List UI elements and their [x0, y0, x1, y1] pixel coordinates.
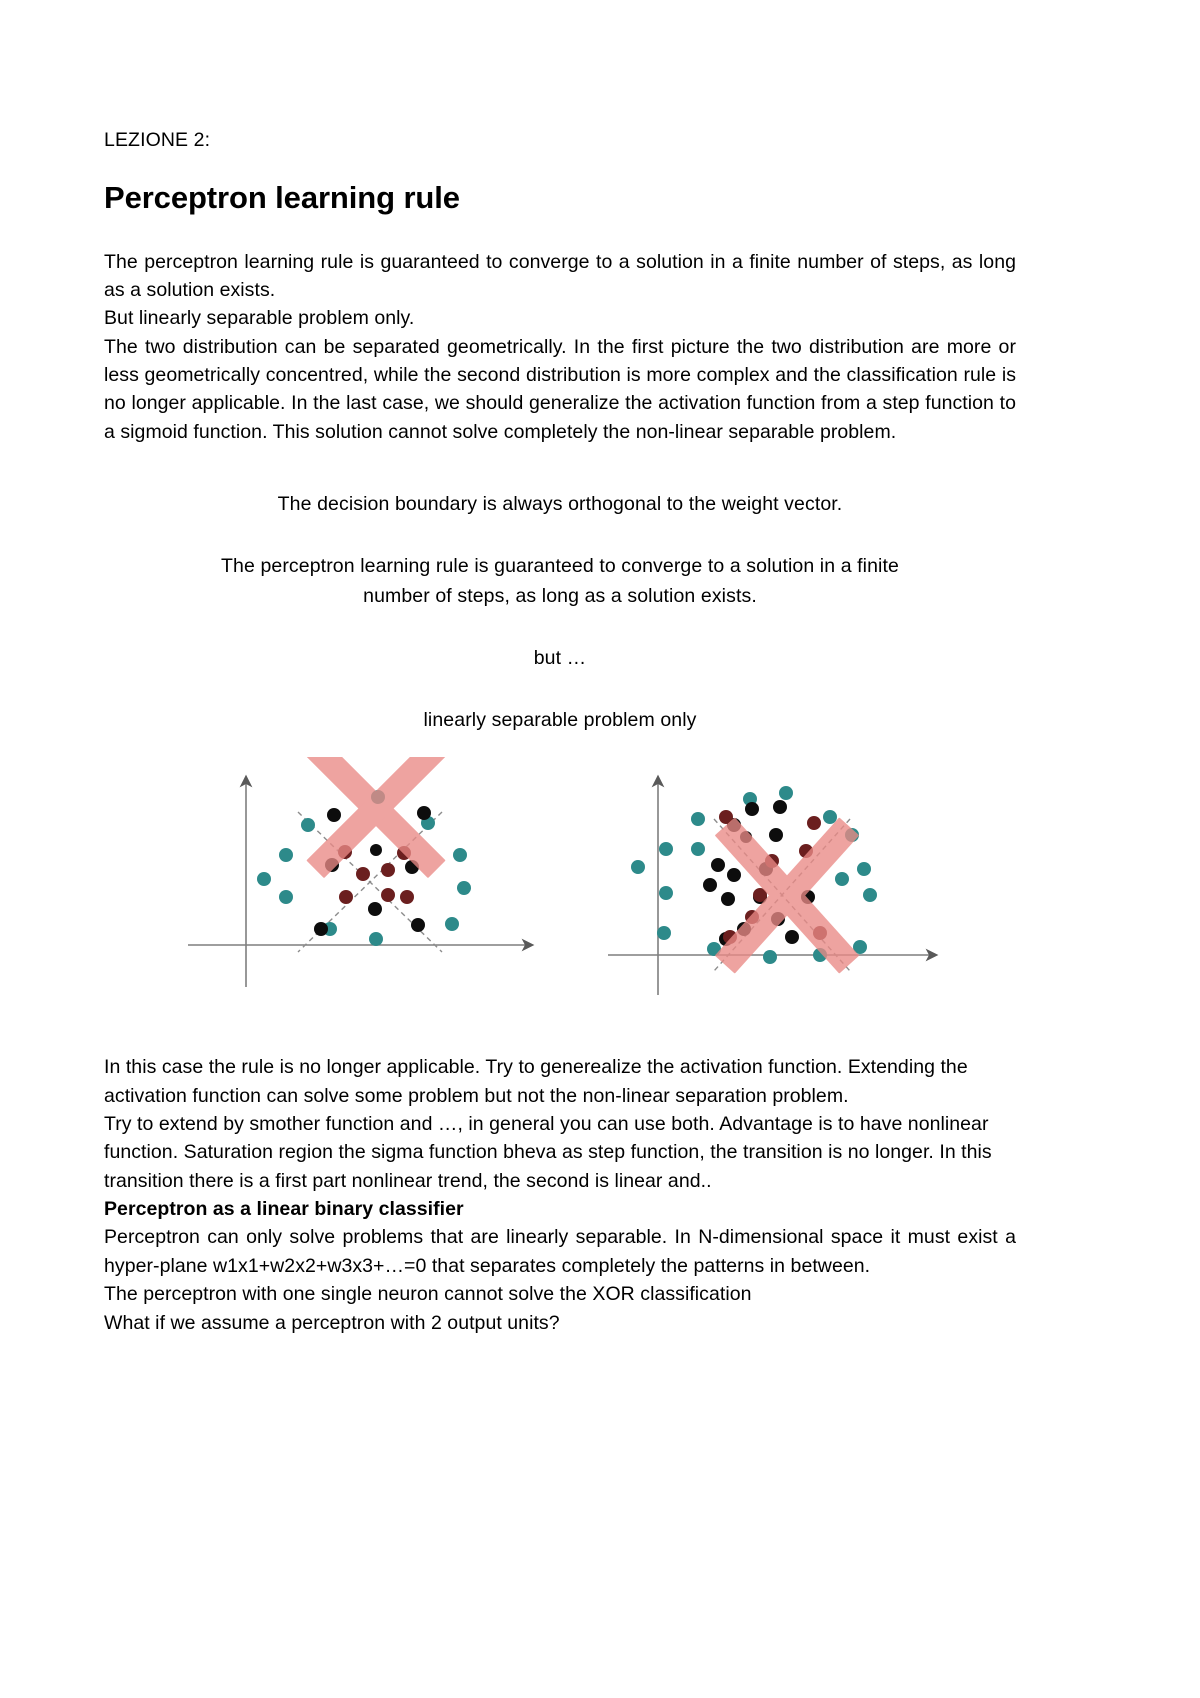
- slide-statement-1: The decision boundary is always orthogonal to the weight vector.: [277, 493, 843, 516]
- paragraph-xor: The perceptron with one single neuron cannot solve the XOR classification: [104, 1283, 752, 1306]
- intro-line-1: The perceptron learning rule is guaranteed to converge to a solution in a finite number of steps, as long as a solution exists.: [104, 250, 1016, 301]
- figure-non-linearly-separable: [602, 751, 942, 1011]
- slide-statement-2: The perceptron learning rule is guaranteed to converge to a solution in a finite number of steps, as long as a solution exists.: [221, 555, 899, 607]
- paragraph-hyperplane: Perceptron can only solve problems that are linearly separable. In N-dimensional space it must exist a hyper-plane w1x1+w2x2+w3x3+…=0 that separates completely the patterns in between.: [104, 1226, 1016, 1277]
- after-figure-paragraphs: [104, 1053, 1016, 1195]
- slide-statement-4: linearly separable problem only: [423, 709, 697, 732]
- document-content: [104, 0, 1016, 1337]
- page-title: Perceptron learning rule: [104, 180, 460, 216]
- intro-line-3: The two distribution can be separated geometrically. In the first picture the two distribution are more or less geometrically concentred, while the second distribution is more complex and the classification rule is no longer applicable. In the last case, we should generalize the activation function from a step function to a sigmoid function. This solution cannot solve completely the non-linear separable problem.: [104, 335, 1016, 443]
- lecture-label: LEZIONE 2:: [104, 129, 211, 151]
- red-cross-overlay: [715, 818, 860, 974]
- intro-paragraph-group: [104, 248, 1016, 447]
- figure-linearly-separable: [180, 757, 540, 1007]
- paragraph-rule-not-applicable: In this case the rule is no longer applicable. Try to generealize the activation function. Extending the activation function can solve some problem but not the non-linear separation problem.: [104, 1056, 968, 1107]
- paragraph-smoother-function: Try to extend by smother function and …, in general you can use both. Advantage is to have nonlinear function. Saturation region the sigma function bheva as step function, the transition is no longer. In this transition there is a first part nonlinear trend, the second is linear and..: [104, 1113, 992, 1192]
- section-heading-linear-binary-classifier: Perceptron as a linear binary classifier: [104, 1198, 464, 1221]
- slide-statement-3: but …: [533, 646, 587, 669]
- paragraph-two-output-units: What if we assume a perceptron with 2 output units?: [104, 1311, 560, 1334]
- intro-line-2: But linearly separable problem only.: [104, 307, 415, 330]
- figure-pair: [104, 751, 1016, 1019]
